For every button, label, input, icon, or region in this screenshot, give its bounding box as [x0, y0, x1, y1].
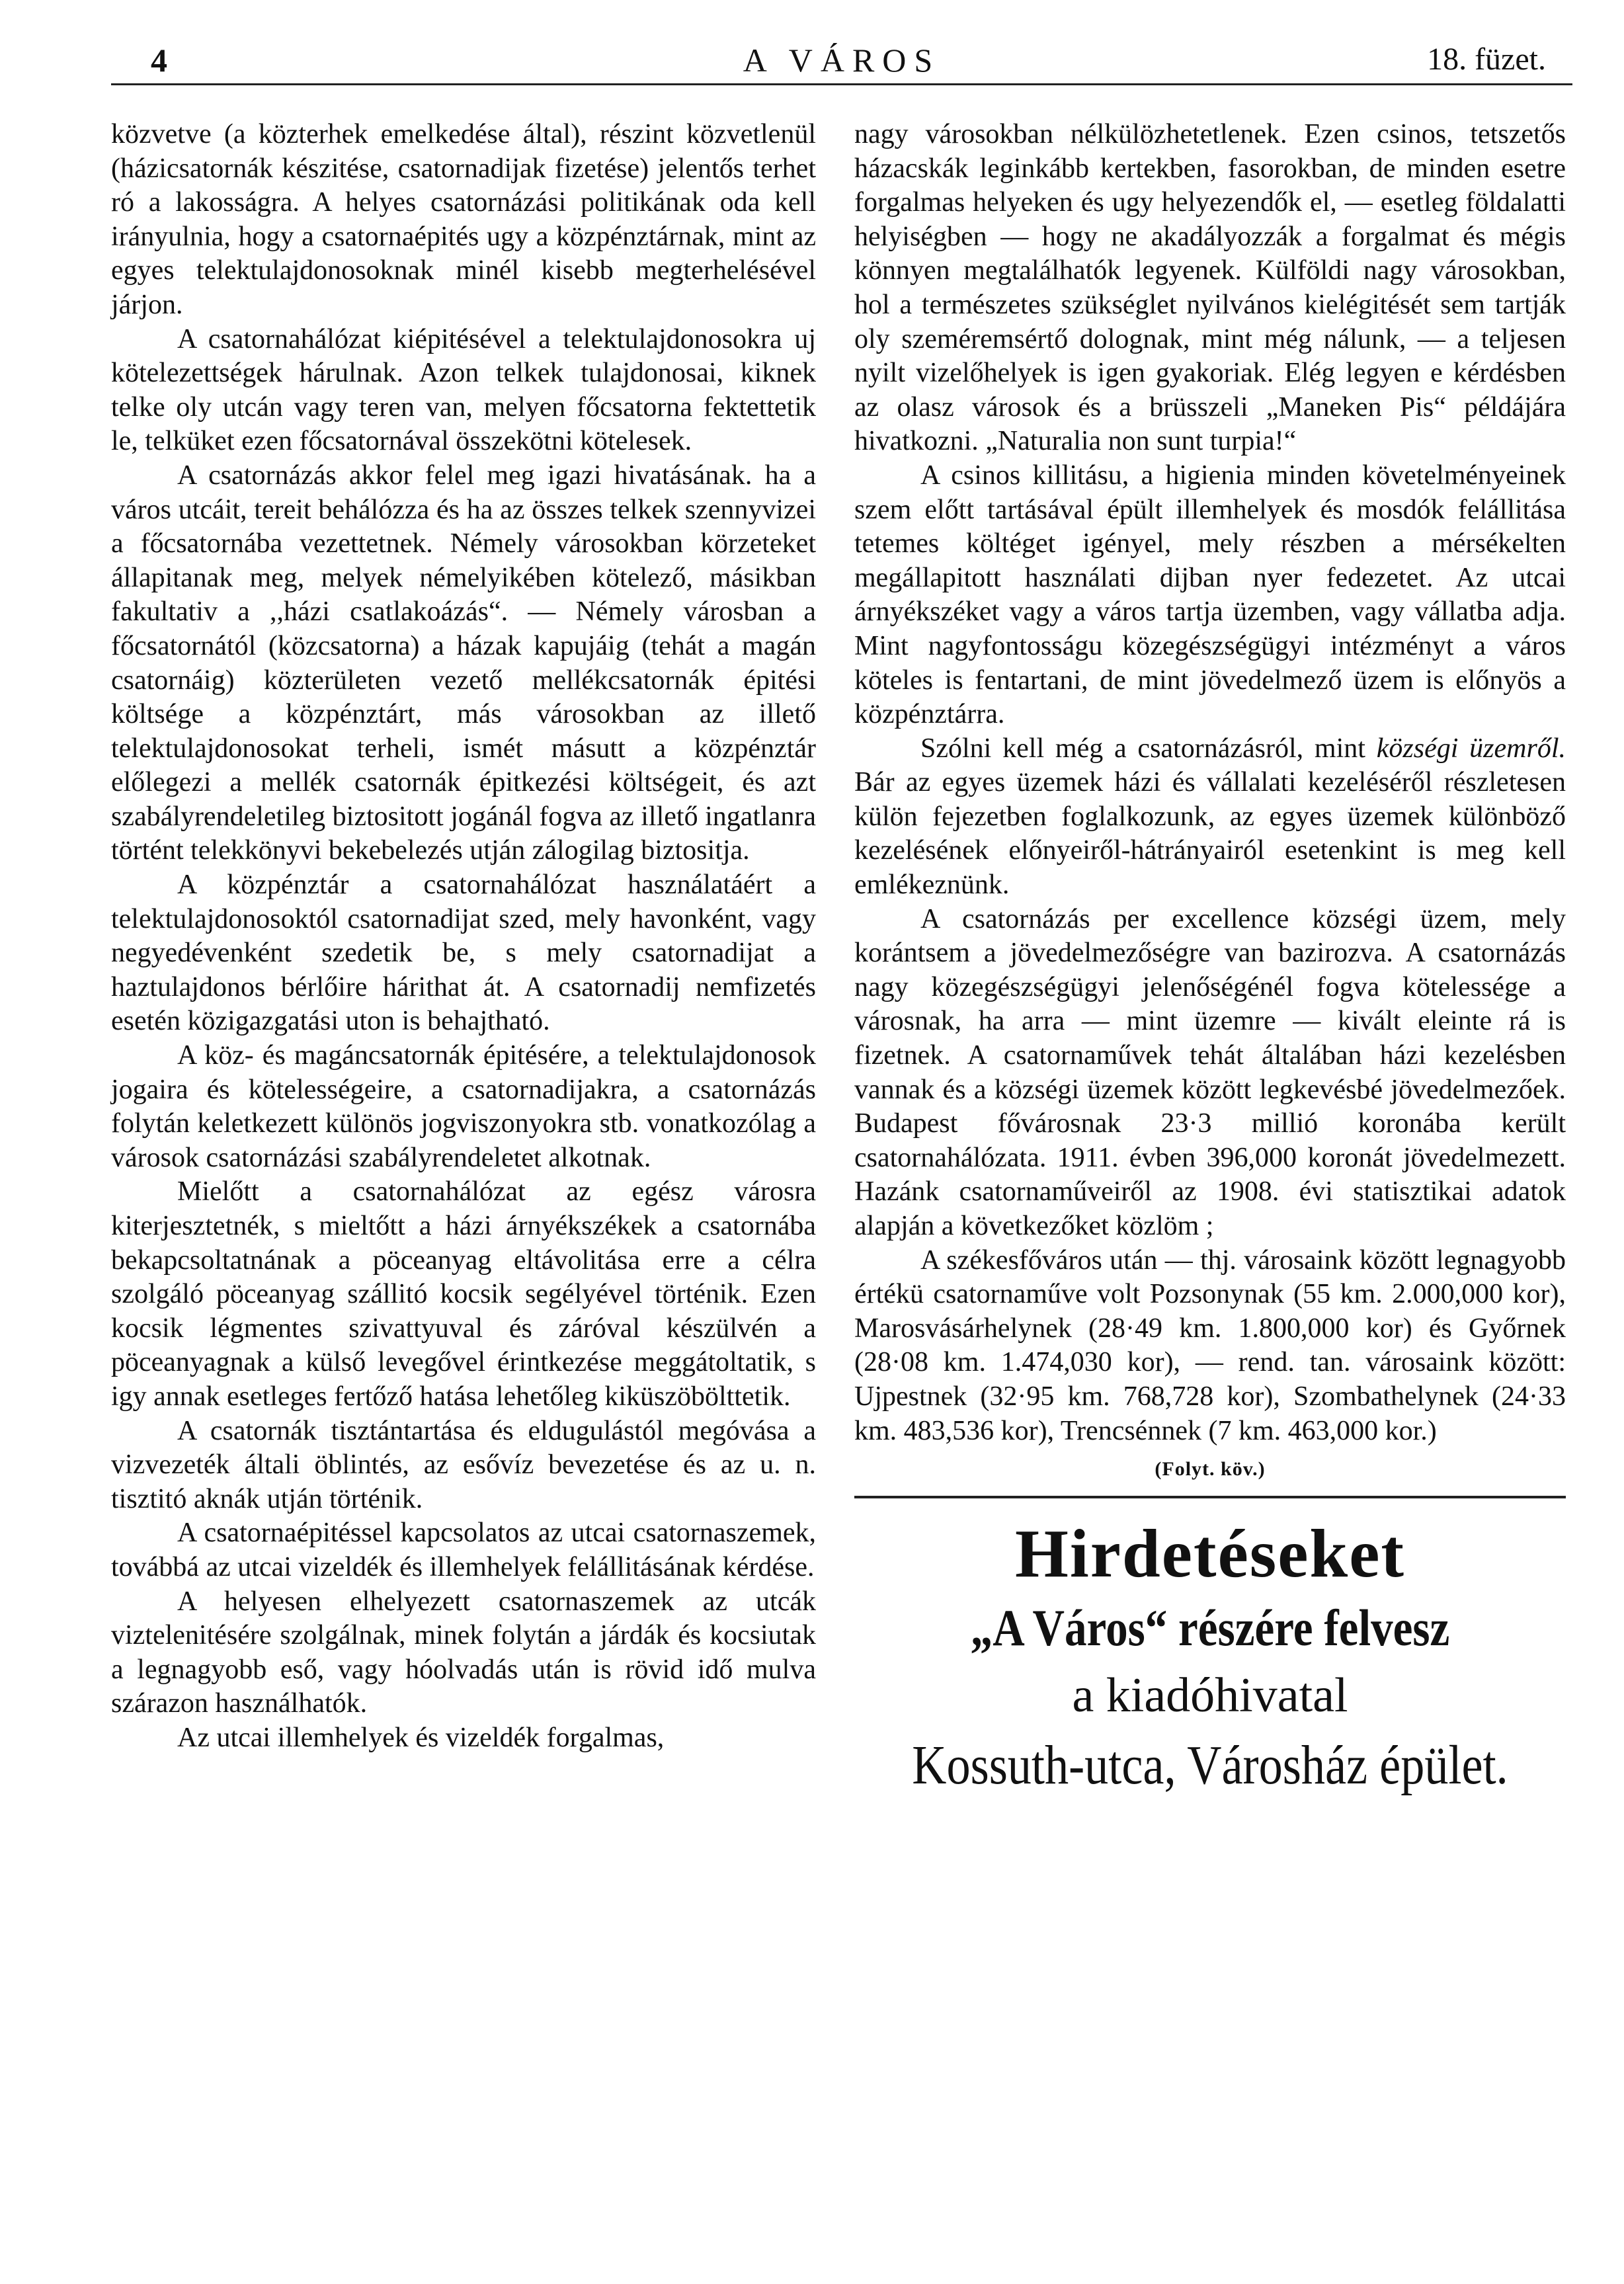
- ad-divider: [854, 1496, 1566, 1498]
- text-run: Szólni kell még a csatornázásról, mint: [920, 733, 1377, 764]
- paragraph: nagy városokban nélkülözhetetlenek. Ezen csinos, tetszetős házacskák leginkább kertekben, fasorokban, de minden esetre forgalmas helyeken és ugy helyezendők el, — esetleg földalatti helyiségben — hogy ne akadályozzák a forgalmat és mégis könnyen megtalálhatók legyenek. Külföldi nagy városokban, hol a természetes szükséglet nyilvános kielégitését sem tartják oly szeméremsértő dolognak, mint még nálunk, — a teljesen nyilt vizelőhelyek is igen gyakoriak. Elég legyen e kérdésben az olasz városok és a brüsszeli „Maneken Pis“ példájára hivatkozni. „Naturalia non sunt turpia!“: [854, 119, 1566, 457]
- issue-label: 18. füzet.: [1427, 42, 1546, 77]
- continued-note: (Folyt. köv.): [1155, 1458, 1266, 1481]
- paragraph: A csatornázás per excellence községi üzem, mely korántsem a jövedelmezőségre van bazirozva. A csatornázás nagy közegészségügyi jelenőségénél fogva kötelessége a városnak, ha arra — mint üzemre — kivált eleinte rá is fizetnek. A csatornaművek tehát általában házi kezelésben vannak és a községi üzemek között legkevésbé jövedelmezőek. Budapest fővárosnak 23·3 millió koronába került csatornahálózata. 1911. évben 396,000 koronát jövedelmezett. Hazánk csatornaműveiről az 1908. évi statisztikai adatok alapján a következőket közlöm ;: [854, 903, 1566, 1241]
- italic-term: községi üzemről.: [1376, 733, 1566, 764]
- paragraph: közvetve (a közterhek emelkedése által), részint közvetlenül (házicsatornák készitése, csatornadijak fizetése) jelentős terhet ró a lakosságra. A helyes csatornázási politikának oda kell irányulnia, hogy a csatornaépités ugy a közpénztárnak, mint az egyes telektulajdonosoknak minél kisebb megterhelésével járjon.: [111, 119, 816, 320]
- ad-line: a kiadóhivatal: [1072, 1668, 1348, 1723]
- paragraph: A köz- és magáncsatornák épitésére, a telektulajdonosok jogaira és kötelességeire, a csatornadijakra, a csatornázás folytán keletkezett különös jogviszonyokra stb. vonatkozólag a városok csatornázási szabályrendeletet alkotnak.: [111, 1040, 816, 1173]
- paragraph: Az utcai illemhelyek és vizeldék forgalmas,: [177, 1722, 665, 1753]
- paragraph: A csatornaépitéssel kapcsolatos az utcai csatornaszemek, továbbá az utcai vizeldék és illemhelyek felállitásának kérdése.: [111, 1518, 816, 1582]
- paragraph: A helyesen elhelyezett csatornaszemek az utcák viztelenitésére szolgálnak, minek folytán a járdák és kocsiutak a legnagyobb eső, vagy hóolvadás után is rövid idő mulva szárazon használhatók.: [111, 1586, 816, 1719]
- running-head: [111, 41, 1572, 81]
- ad-headline: Hirdetéseket: [1014, 1515, 1405, 1592]
- right-column: [854, 118, 1566, 1803]
- paragraph: A csinos killitásu, a higienia minden követelményeinek szem előtt tartásával épült illemhelyek és mosdók felállitása tetemes költéget igényel, mely részben a mérsékelten megállapitott használati dijban nyer fedezetet. Az utcai árnyékszéket vagy a város tartja üzemben, vagy vállatba adja. Mint nagyfontosságu közegészségügyi intézményt a város köteles is fentartani, de mint jövedelmező üzem is előnyös a közpénztárra.: [854, 460, 1566, 730]
- paragraph: [854, 732, 1566, 903]
- page-number: 4: [151, 42, 167, 79]
- header-rule: [111, 83, 1572, 85]
- ad-address: Kossuth-utca, Városház épület.: [912, 1734, 1508, 1796]
- text-run: Bár az egyes üzemek házi és vállalati kezeléséről részletesen külön fejezetben foglalkozunk, az egyes üzemek különböző kezelésének előnyeiről-hátrányairól esetenkint is meg kell emlékeznünk.: [854, 767, 1566, 901]
- paragraph: A csatornák tisztántartása és eldugulástól megóvása a vizvezeték általi öblintés, az esővíz bevezetése és az u. n. tisztitó aknák utján történik.: [111, 1415, 816, 1514]
- publication-title: A VÁROS: [743, 42, 941, 79]
- paragraph: A közpénztár a csatornahálózat használatáért a telektulajdonosoktól csatornadijat szed, mely havonként, vagy negyedévenként szedetik be, s mely csatornadijat a haztulajdonos bérlőire hárithat át. A csatornadij nemfizetés esetén közigazgatási uton is behajtható.: [111, 870, 816, 1037]
- ad-line: „A Város“ részére felvesz: [970, 1598, 1450, 1656]
- paragraph: A csatornázás akkor felel meg igazi hivatásának. ha a város utcáit, tereit behálózza és ha az összes telkek szennyvizei a főcsatornába vezettetnek. Némely városokban körzeteket állapitanak meg, melyek némelyikében kötelező, másikban fakultativ a ,,házi csatlakoázás“. — Némely városban a főcsatornától (közcsatorna) a házak kapujáig (tehát a magán csatornáig) közterületen vezető mellékcsatornák épitési költsége a közpénztárt, más városokban az illető telektulajdonosokat terheli, ismét másutt a közpénztár előlegezi a mellék csatornák épitkezési költségeit, és azt szabályrendeletileg biztositott jogánál fogva az illető ingatlanra történt telekkönyvi bekebelezés utján zálogilag biztositja.: [111, 460, 816, 866]
- paragraph: A székesfőváros után — thj. városaink között legnagyobb értékü csatornaműve volt Pozsonynak (55 km. 2.000,000 kor), Marosvásárhelynek (28·49 km. 1.800,000 kor) és Győrnek (28·08 km. 1.474,030 kor), — rend. tan. városaink között: Ujpestnek (32·95 km. 768,728 kor), Szombathelynek (24·33 km. 483,536 kor), Trencsénnek (7 km. 463,000 kor.): [854, 1244, 1566, 1446]
- paragraph: A csatornahálózat kiépitésével a telektulajdonosokra uj kötelezettségek hárulnak. Azon telkek tulajdonosai, kiknek telke oly utcán vagy teren van, melyen főcsatorna fektettetik le, telküket ezen főcsatornával összekötni kötelesek.: [111, 323, 816, 457]
- paragraph: Mielőtt a csatornahálózat az egész városra kiterjesztetnék, s mieltőtt a házi árnyékszékek a csatornába bekapcsoltatnának a pöceanyag eltávolitása erre a célra szolgáló pöceanyag szállitó kocsik segélyével történik. Ezen kocsik légmentes szivattyuval és záróval készülvén a pöceanyagnak a külső levegővel érintkezése meggátoltatik, s igy annak esetleges fertőző hatása lehetőleg kiküszöbölttetik.: [111, 1176, 816, 1412]
- left-column: [111, 118, 816, 1756]
- advertisement: [854, 1514, 1566, 1803]
